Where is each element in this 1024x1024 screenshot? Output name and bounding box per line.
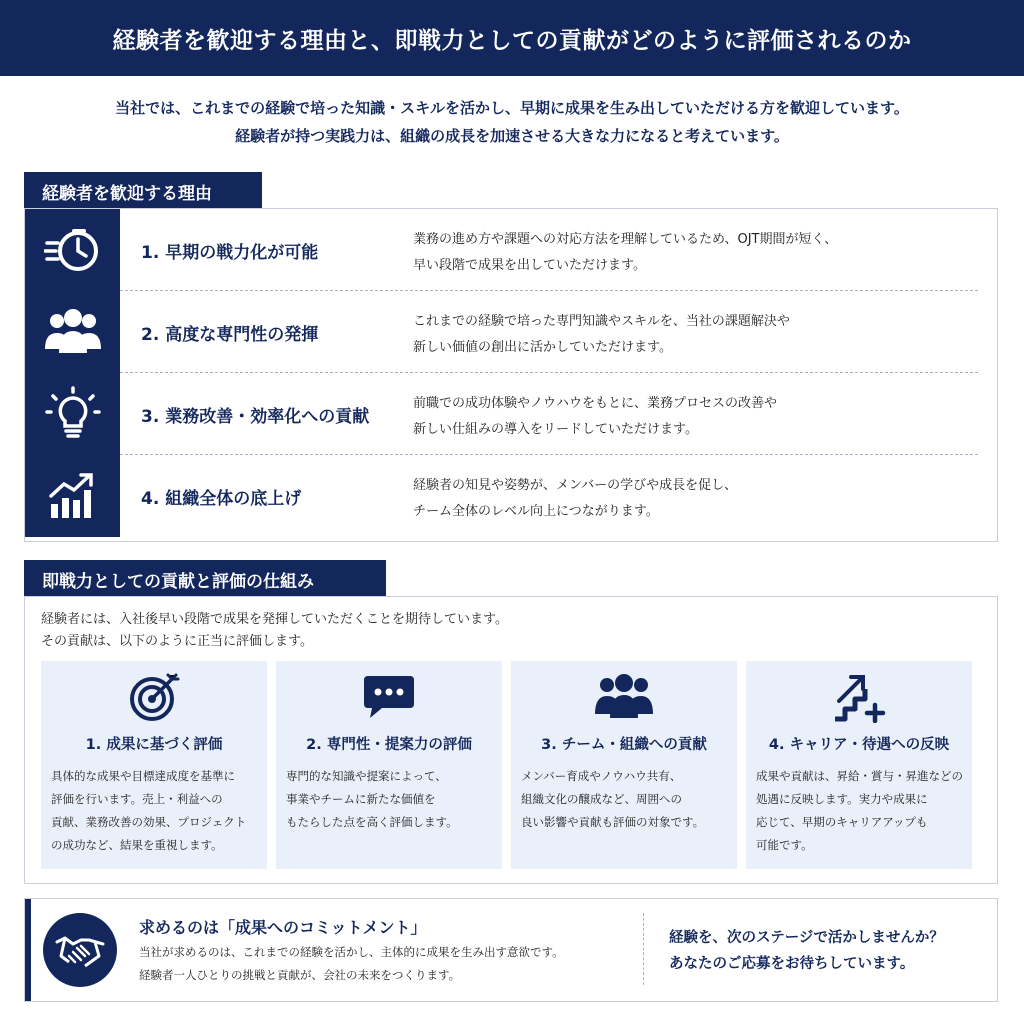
growth-chart-icon: [47, 470, 99, 522]
reason-title: 3. 業務改善・効率化への貢献: [141, 406, 370, 427]
reason-title: 4. 組織全体の底上げ: [141, 488, 302, 509]
evaluation-intro: [41, 609, 508, 653]
banner-accent-bar: [25, 899, 31, 1001]
reason-desc-line: 業務の進め方や課題への対応方法を理解しているため、OJT期間が短く、: [413, 232, 838, 247]
evaluation-intro-line: その貢献は、以下のように正当に評価します。: [41, 634, 313, 649]
page-header: [0, 0, 1024, 76]
evaluation-card-title: 2. 専門性・提案力の評価: [306, 737, 472, 753]
call-to-action: [669, 925, 944, 977]
evaluation-card-line: 具体的な成果や目標達成度を基準に: [51, 769, 235, 783]
evaluation-card: [746, 661, 972, 869]
evaluation-card-line: 応じて、早期のキャリアアップも: [756, 815, 928, 829]
evaluation-card-title: 1. 成果に基づく評価: [85, 737, 223, 753]
page-title: 経験者を歓迎する理由と、即戦力としての貢献がどのように評価されるのか: [112, 27, 912, 54]
reason-desc-line: 早い段階で成果を出していただけます。: [413, 258, 646, 273]
career-stairs-icon: [831, 671, 887, 723]
handshake-icon: [55, 930, 105, 970]
reason-title: 1. 早期の戦力化が可能: [141, 242, 319, 263]
reason-row: [25, 291, 996, 373]
speech-bubble-icon: [362, 672, 416, 722]
reasons-panel: [24, 208, 998, 542]
evaluation-card-description: [756, 765, 968, 857]
reason-description: [413, 309, 983, 361]
cta-line: 経験を、次のステージで活かしませんか？: [669, 930, 944, 946]
evaluation-intro-line: 経験者には、入社後早い段階で成果を発揮していただくことを期待しています。: [41, 612, 508, 627]
reason-desc-line: 前職での成功体験やノウハウをもとに、業務プロセスの改善や: [413, 396, 778, 411]
evaluation-section-label: [24, 560, 386, 598]
intro-line-1: 当社では、これまでの経験で培った知識・スキルを活かし、早期に成果を生み出していただける方を歓迎しています。: [115, 99, 909, 117]
reason-row: [25, 455, 996, 537]
evaluation-card-line: 成果や貢献は、昇給・賞与・昇進などの: [756, 769, 963, 783]
commitment-title: 求めるのは「成果へのコミットメント」: [139, 918, 427, 937]
commitment-desc-line: 当社が求めるのは、これまでの経験を活かし、主体的に成果を生み出す意欲です。: [139, 945, 564, 959]
reason-row: [25, 373, 996, 455]
evaluation-panel: [24, 596, 998, 884]
intro-text: [0, 94, 1024, 150]
reason-desc-line: チーム全体のレベル向上につながります。: [413, 504, 659, 519]
intro-line-2: 経験者が持つ実践力は、組織の成長を加速させる大きな力になると考えています。: [235, 127, 789, 145]
reason-icon-cell: [25, 291, 120, 373]
evaluation-card-icon-wrap: [511, 669, 737, 725]
evaluation-card-line: もたらした点を高く評価します。: [286, 815, 458, 829]
people-group-icon: [43, 307, 103, 357]
evaluation-card-line: 事業やチームに新たな価値を: [286, 792, 436, 806]
reason-desc-line: 経験者の知見や姿勢が、メンバーの学びや成長を促し、: [413, 478, 738, 493]
clock-speed-icon: [44, 225, 102, 275]
evaluation-card-line: 貢献、業務改善の効果、プロジェクト: [51, 815, 247, 829]
evaluation-card-line: 組織文化の醸成など、周囲への: [521, 792, 682, 806]
reason-description: [413, 473, 983, 525]
team-icon: [593, 672, 655, 722]
evaluation-card-icon-wrap: [746, 669, 972, 725]
reason-title: 2. 高度な専門性の発揮: [141, 324, 319, 345]
reason-description: [413, 391, 983, 443]
evaluation-card-description: [51, 765, 263, 857]
evaluation-card: [41, 661, 267, 869]
evaluation-card-description: [521, 765, 733, 834]
reason-description: [413, 227, 983, 279]
lightbulb-icon: [45, 386, 101, 442]
evaluation-card-icon-wrap: [41, 669, 267, 725]
cta-line: あなたのご応募をお待ちしています。: [669, 956, 915, 972]
reasons-section-label: [24, 172, 262, 210]
evaluation-card: [511, 661, 737, 869]
evaluation-card-line: 評価を行います。売上・利益への: [51, 792, 223, 806]
commitment-banner: [24, 898, 998, 1002]
commitment-description: [139, 941, 564, 987]
reason-icon-cell: [25, 373, 120, 455]
evaluation-card-line: 処遇に反映します。実力や成果に: [756, 792, 928, 806]
evaluation-card-icon-wrap: [276, 669, 502, 725]
reason-desc-line: 新しい仕組みの導入をリードしていただけます。: [413, 422, 698, 437]
reason-desc-line: これまでの経験で培った専門知識やスキルを、当社の課題解決や: [413, 314, 790, 329]
evaluation-card-line: 専門的な知識や提案によって、: [286, 769, 447, 783]
reason-row: [25, 209, 996, 291]
target-icon: [128, 671, 180, 723]
reason-icon-cell: [25, 209, 120, 291]
evaluation-card-line: 可能です。: [756, 838, 813, 852]
evaluation-section-label-text: 即戦力としての貢献と評価の仕組み: [42, 571, 314, 592]
evaluation-card-title: 4. キャリア・待遇への反映: [768, 737, 950, 753]
evaluation-card-line: メンバー育成やノウハウ共有、: [521, 769, 682, 783]
evaluation-card: [276, 661, 502, 869]
commitment-desc-line: 経験者一人ひとりの挑戦と貢献が、会社の未来をつくります。: [139, 968, 461, 982]
banner-divider: [643, 913, 644, 985]
reason-desc-line: 新しい価値の創出に活かしていただけます。: [413, 340, 672, 355]
evaluation-card-title: 3. チーム・組織への貢献: [541, 737, 707, 753]
reasons-section-label-text: 経験者を歓迎する理由: [42, 183, 212, 204]
handshake-icon-circle: [43, 913, 117, 987]
reason-icon-cell: [25, 455, 120, 537]
evaluation-card-line: の成功など、結果を重視します。: [51, 838, 223, 852]
evaluation-card-description: [286, 765, 498, 834]
evaluation-card-line: 良い影響や貢献も評価の対象です。: [521, 815, 705, 829]
